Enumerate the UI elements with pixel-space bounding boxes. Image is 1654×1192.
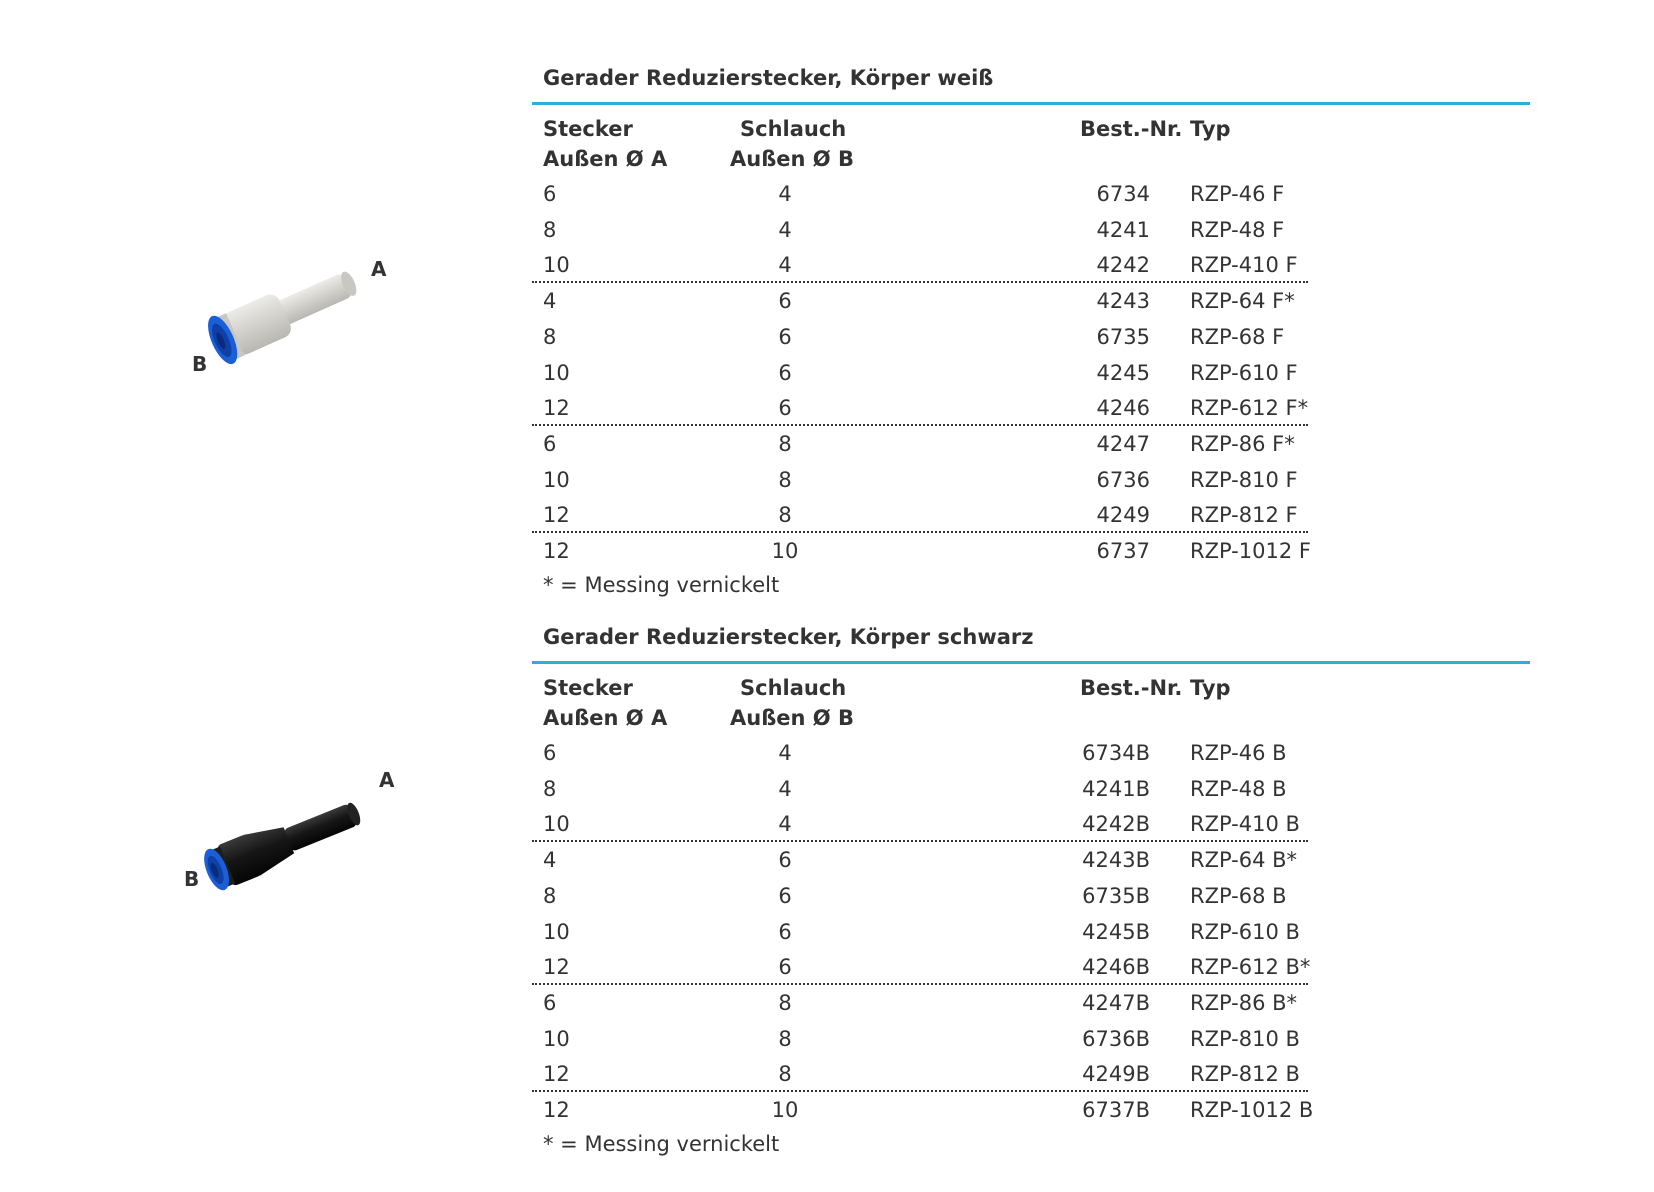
cell-stecker-a: 6 <box>543 990 557 1015</box>
cell-typ: RZP-68 F <box>1190 324 1285 349</box>
section-title: Gerader Reduzierstecker, Körper schwarz <box>543 625 1034 649</box>
cell-best-nr: 4247B <box>1082 990 1150 1015</box>
cell-best-nr: 6734 <box>1096 182 1150 206</box>
cell-typ: RZP-610 F <box>1190 360 1298 385</box>
group-divider <box>532 281 1308 283</box>
cell-stecker-a: 12 <box>543 1098 570 1122</box>
cell-best-nr: 6736B <box>1082 1026 1150 1051</box>
cell-stecker-a: 12 <box>543 396 570 421</box>
cell-schlauch-b: 8 <box>778 990 792 1015</box>
cell-schlauch-b: 6 <box>778 848 792 873</box>
cell-schlauch-b: 6 <box>778 955 792 980</box>
label-b: B <box>184 867 200 891</box>
cell-typ: RZP-64 F* <box>1190 289 1295 314</box>
title-rule <box>532 102 1530 105</box>
table-row <box>0 772 1654 808</box>
cell-schlauch-b: 10 <box>771 539 799 563</box>
cell-typ: RZP-612 F* <box>1190 396 1309 421</box>
cell-schlauch-b: 8 <box>778 1026 792 1051</box>
cell-best-nr: 4242B <box>1082 812 1150 837</box>
cell-schlauch-b: 4 <box>778 253 792 278</box>
cell-schlauch-b: 8 <box>778 431 792 456</box>
cell-best-nr: 4246B <box>1082 955 1150 980</box>
header-best-nr: Best.-Nr. <box>1080 117 1183 141</box>
table-row <box>0 843 1654 879</box>
label-a: A <box>371 257 387 281</box>
cell-typ: RZP-86 B* <box>1190 990 1298 1015</box>
header-schlauch: Schlauch <box>740 676 847 700</box>
cell-best-nr: 4249 <box>1096 503 1150 528</box>
cell-stecker-a: 4 <box>543 289 557 314</box>
table-row <box>0 463 1654 499</box>
cell-best-nr: 4241 <box>1096 217 1150 242</box>
cell-typ: RZP-410 F <box>1190 253 1298 278</box>
cell-stecker-a: 4 <box>543 848 557 873</box>
cell-stecker-a: 10 <box>543 253 570 278</box>
cell-best-nr: 6736 <box>1096 467 1150 492</box>
table-row <box>0 915 1654 951</box>
cell-typ: RZP-810 B <box>1190 1026 1300 1051</box>
cell-best-nr: 4245B <box>1082 919 1150 944</box>
cell-stecker-a: 8 <box>543 324 557 349</box>
cell-schlauch-b: 4 <box>778 776 792 801</box>
cell-typ: RZP-46 F <box>1190 182 1285 206</box>
cell-stecker-a: 10 <box>543 919 570 944</box>
table-row <box>0 1093 1654 1129</box>
table-row <box>0 807 1654 843</box>
table-row <box>0 1057 1654 1093</box>
cell-typ: RZP-48 F <box>1190 217 1285 242</box>
cell-stecker-a: 12 <box>543 503 570 528</box>
table-row <box>0 177 1654 213</box>
cell-best-nr: 4247 <box>1096 431 1150 456</box>
cell-typ: RZP-64 B* <box>1190 848 1298 873</box>
cell-typ: RZP-810 F <box>1190 467 1298 492</box>
cell-schlauch-b: 6 <box>778 396 792 421</box>
header-aussen-b: Außen Ø B <box>730 706 854 730</box>
section-title: Gerader Reduzierstecker, Körper weiß <box>543 66 994 90</box>
cell-typ: RZP-610 B <box>1190 919 1300 944</box>
cell-schlauch-b: 8 <box>778 1062 792 1087</box>
cell-typ: RZP-46 B <box>1190 741 1287 765</box>
cell-stecker-a: 12 <box>543 539 570 563</box>
header-schlauch: Schlauch <box>740 117 847 141</box>
cell-stecker-a: 10 <box>543 812 570 837</box>
header-aussen-a: Außen Ø A <box>543 706 668 730</box>
table-row <box>0 950 1654 986</box>
cell-stecker-a: 6 <box>543 741 557 765</box>
cell-typ: RZP-1012 F <box>1190 539 1311 563</box>
cell-schlauch-b: 6 <box>778 289 792 314</box>
group-divider <box>532 840 1308 842</box>
footnote: * = Messing vernickelt <box>543 573 780 597</box>
header-aussen-b: Außen Ø B <box>730 147 854 171</box>
label-a: A <box>379 768 395 792</box>
cell-best-nr: 6735B <box>1082 883 1150 908</box>
table-row <box>0 248 1654 284</box>
cell-typ: RZP-812 B <box>1190 1062 1300 1087</box>
cell-stecker-a: 6 <box>543 431 557 456</box>
cell-best-nr: 6737B <box>1082 1098 1150 1122</box>
header-typ: Typ <box>1190 676 1231 700</box>
cell-typ: RZP-812 F <box>1190 503 1298 528</box>
cell-best-nr: 6737 <box>1096 539 1150 563</box>
cell-schlauch-b: 4 <box>778 741 792 765</box>
cell-typ: RZP-68 B <box>1190 883 1287 908</box>
table-row <box>0 534 1654 570</box>
cell-schlauch-b: 8 <box>778 503 792 528</box>
group-divider <box>532 531 1308 533</box>
table-row <box>0 986 1654 1022</box>
table-row <box>0 391 1654 427</box>
cell-best-nr: 4249B <box>1082 1062 1150 1087</box>
cell-stecker-a: 12 <box>543 1062 570 1087</box>
cell-best-nr: 4246 <box>1096 396 1150 421</box>
header-aussen-a: Außen Ø A <box>543 147 668 171</box>
table-row <box>0 879 1654 915</box>
cell-stecker-a: 12 <box>543 955 570 980</box>
cell-best-nr: 4243B <box>1082 848 1150 873</box>
cell-stecker-a: 8 <box>543 883 557 908</box>
table-row <box>0 427 1654 463</box>
header-stecker: Stecker <box>543 676 633 700</box>
cell-schlauch-b: 4 <box>778 812 792 837</box>
group-divider <box>532 1090 1308 1092</box>
table-row <box>0 213 1654 249</box>
group-divider <box>532 983 1308 985</box>
cell-stecker-a: 10 <box>543 1026 570 1051</box>
cell-stecker-a: 8 <box>543 217 557 242</box>
cell-typ: RZP-86 F* <box>1190 431 1295 456</box>
cell-typ: RZP-612 B* <box>1190 955 1311 980</box>
cell-stecker-a: 10 <box>543 360 570 385</box>
cell-schlauch-b: 6 <box>778 919 792 944</box>
table-row <box>0 498 1654 534</box>
cell-typ: RZP-48 B <box>1190 776 1287 801</box>
cell-schlauch-b: 6 <box>778 360 792 385</box>
cell-schlauch-b: 4 <box>778 182 792 206</box>
cell-schlauch-b: 10 <box>771 1098 799 1122</box>
cell-best-nr: 6735 <box>1096 324 1150 349</box>
cell-schlauch-b: 6 <box>778 883 792 908</box>
cell-schlauch-b: 8 <box>778 467 792 492</box>
table-row <box>0 320 1654 356</box>
cell-typ: RZP-1012 B <box>1190 1098 1314 1122</box>
title-rule <box>532 661 1530 664</box>
cell-best-nr: 4242 <box>1096 253 1150 278</box>
cell-schlauch-b: 4 <box>778 217 792 242</box>
cell-best-nr: 4241B <box>1082 776 1150 801</box>
header-stecker: Stecker <box>543 117 633 141</box>
cell-best-nr: 6734B <box>1082 741 1150 765</box>
table-row <box>0 736 1654 772</box>
table-row <box>0 356 1654 392</box>
header-typ: Typ <box>1190 117 1231 141</box>
table-row <box>0 284 1654 320</box>
footnote: * = Messing vernickelt <box>543 1132 780 1156</box>
cell-stecker-a: 10 <box>543 467 570 492</box>
cell-best-nr: 4245 <box>1096 360 1150 385</box>
cell-best-nr: 4243 <box>1096 289 1150 314</box>
cell-typ: RZP-410 B <box>1190 812 1300 837</box>
header-best-nr: Best.-Nr. <box>1080 676 1183 700</box>
cell-schlauch-b: 6 <box>778 324 792 349</box>
label-b: B <box>192 352 208 376</box>
cell-stecker-a: 6 <box>543 182 557 206</box>
cell-stecker-a: 8 <box>543 776 557 801</box>
table-row <box>0 1022 1654 1058</box>
group-divider <box>532 424 1308 426</box>
